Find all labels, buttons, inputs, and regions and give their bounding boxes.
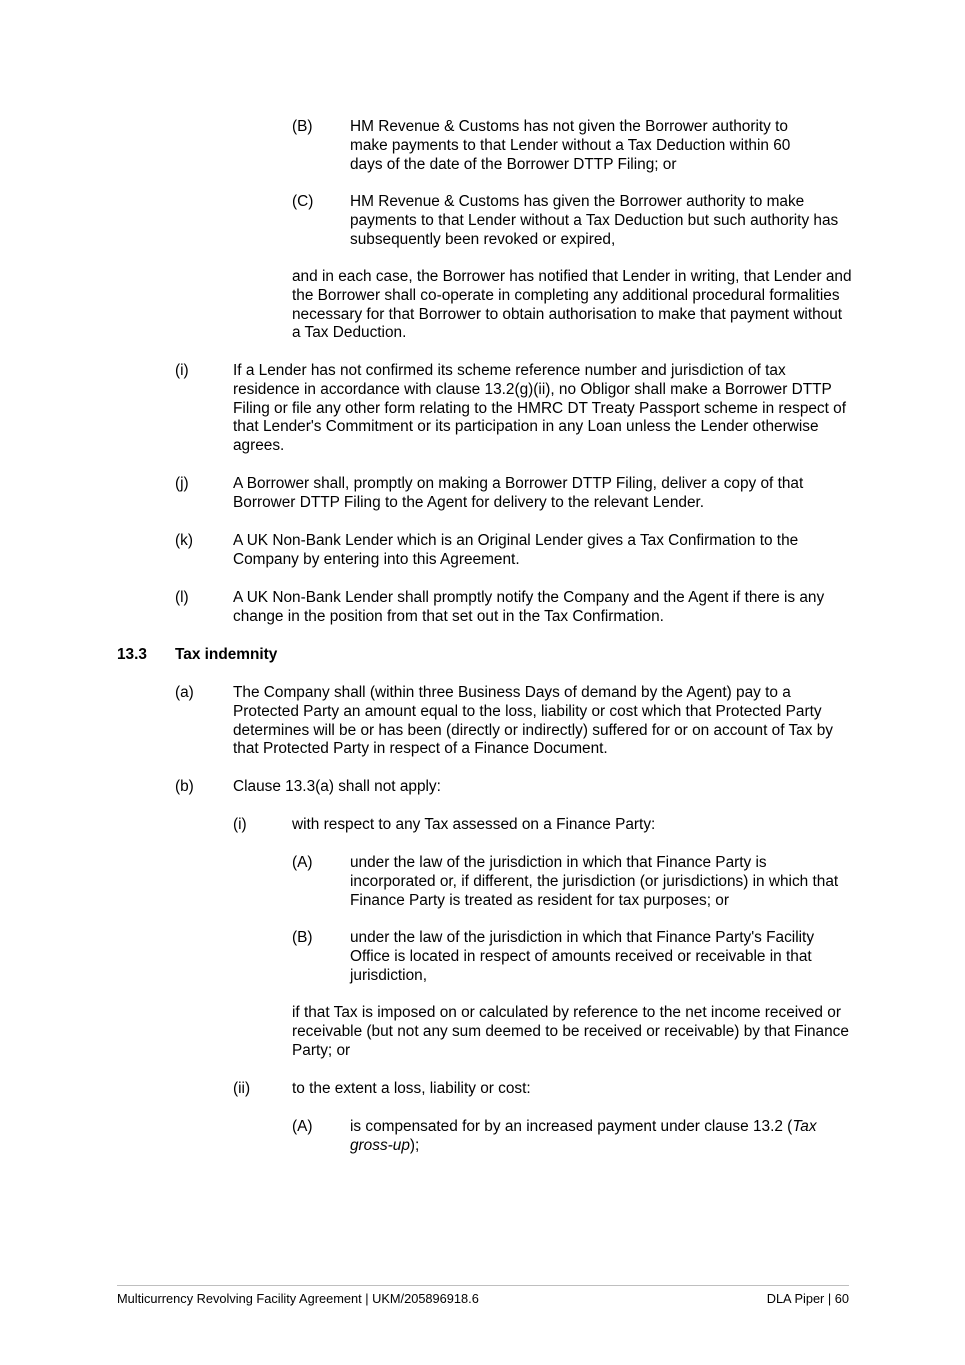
item-text: A UK Non-Bank Lender shall promptly notify the Company and the Agent if there is any change in the position from that set out in the Tax Confirmation.	[233, 589, 825, 625]
item-text: to the extent a loss, liability or cost:	[292, 1080, 531, 1097]
item-text: under the law of the jurisdiction in which that Finance Party is incorporated or, if different, the jurisdiction (or jurisdictions) in which that Finance Party is treated as resident for tax purposes; or	[350, 854, 839, 909]
item-text: with respect to any Tax assessed on a Finance Party:	[292, 816, 656, 833]
footer-page-number: DLA Piper | 60	[766, 1291, 849, 1306]
section-heading: Tax indemnity	[175, 646, 278, 663]
cross-reference-title: Tax gross-up	[350, 1118, 817, 1154]
item-label: (l)	[175, 589, 189, 606]
item-label: (a)	[175, 684, 194, 701]
item-label: (i)	[175, 362, 189, 379]
continuation-paragraph: if that Tax is imposed on or calculated by reference to the net income received or receivable (but not any sum deemed to be received or receivable) by that Finance Party; or	[292, 1004, 849, 1059]
item-text: Clause 13.3(a) shall not apply:	[233, 778, 441, 795]
item-text: The Company shall (within three Business Days of demand by the Agent) pay to a Protected Party an amount equal to the loss, liability or cost which that Protected Party determines will be or has been (directly or indirectly) suffered for or on account of Tax by that Protected Party in respect of a Finance Document.	[233, 684, 833, 758]
item-text: is compensated for by an increased payment under clause 13.2 (Tax gross-up);	[350, 1118, 817, 1154]
item-text: If a Lender has not confirmed its scheme reference number and jurisdiction of tax residence in accordance with clause 13.2(g)(ii), no Obligor shall make a Borrower DTTP Filing or file any other form relating to the HMRC DT Treaty Passport scheme in respect of that Lender's Commitment or its participation in any Loan unless the Lender otherwise agrees.	[233, 362, 847, 455]
item-text: under the law of the jurisdiction in which that Finance Party's Facility Office is located in respect of amounts received or receivable in that jurisdiction,	[350, 929, 815, 984]
item-label: (A)	[292, 1118, 313, 1135]
item-label: (ii)	[233, 1080, 251, 1097]
section-number: 13.3	[117, 646, 147, 663]
item-label: (b)	[175, 778, 194, 795]
item-label: (A)	[292, 854, 313, 871]
item-label: (i)	[233, 816, 247, 833]
item-text: A UK Non-Bank Lender which is an Original Lender gives a Tax Confirmation to the Company by entering into this Agreement.	[233, 532, 799, 568]
footer-document-reference: Multicurrency Revolving Facility Agreement | UKM/205896918.6	[117, 1291, 479, 1306]
item-label: (j)	[175, 475, 189, 492]
item-label: (k)	[175, 532, 193, 549]
item-text: HM Revenue & Customs has given the Borrower authority to make payments to that Lender without a Tax Deduction but such authority has subsequently been revoked or expired,	[350, 193, 839, 248]
item-label: (B)	[292, 118, 313, 135]
continuation-paragraph: and in each case, the Borrower has notified that Lender in writing, that Lender and the Borrower shall co-operate in completing any additional procedural formalities necessary for that Borrower to obtain authorisation to make that payment without a Tax Deduction.	[292, 268, 852, 342]
item-text: HM Revenue & Customs has not given the Borrower authority to make payments to that Lender without a Tax Deduction within 60 days of the date of the Borrower DTTP Filing; or	[350, 118, 791, 173]
footer-divider	[117, 1285, 849, 1286]
item-text: A Borrower shall, promptly on making a Borrower DTTP Filing, deliver a copy of that Borrower DTTP Filing to the Agent for delivery to the relevant Lender.	[233, 475, 804, 511]
item-label: (B)	[292, 929, 313, 946]
item-label: (C)	[292, 193, 314, 210]
